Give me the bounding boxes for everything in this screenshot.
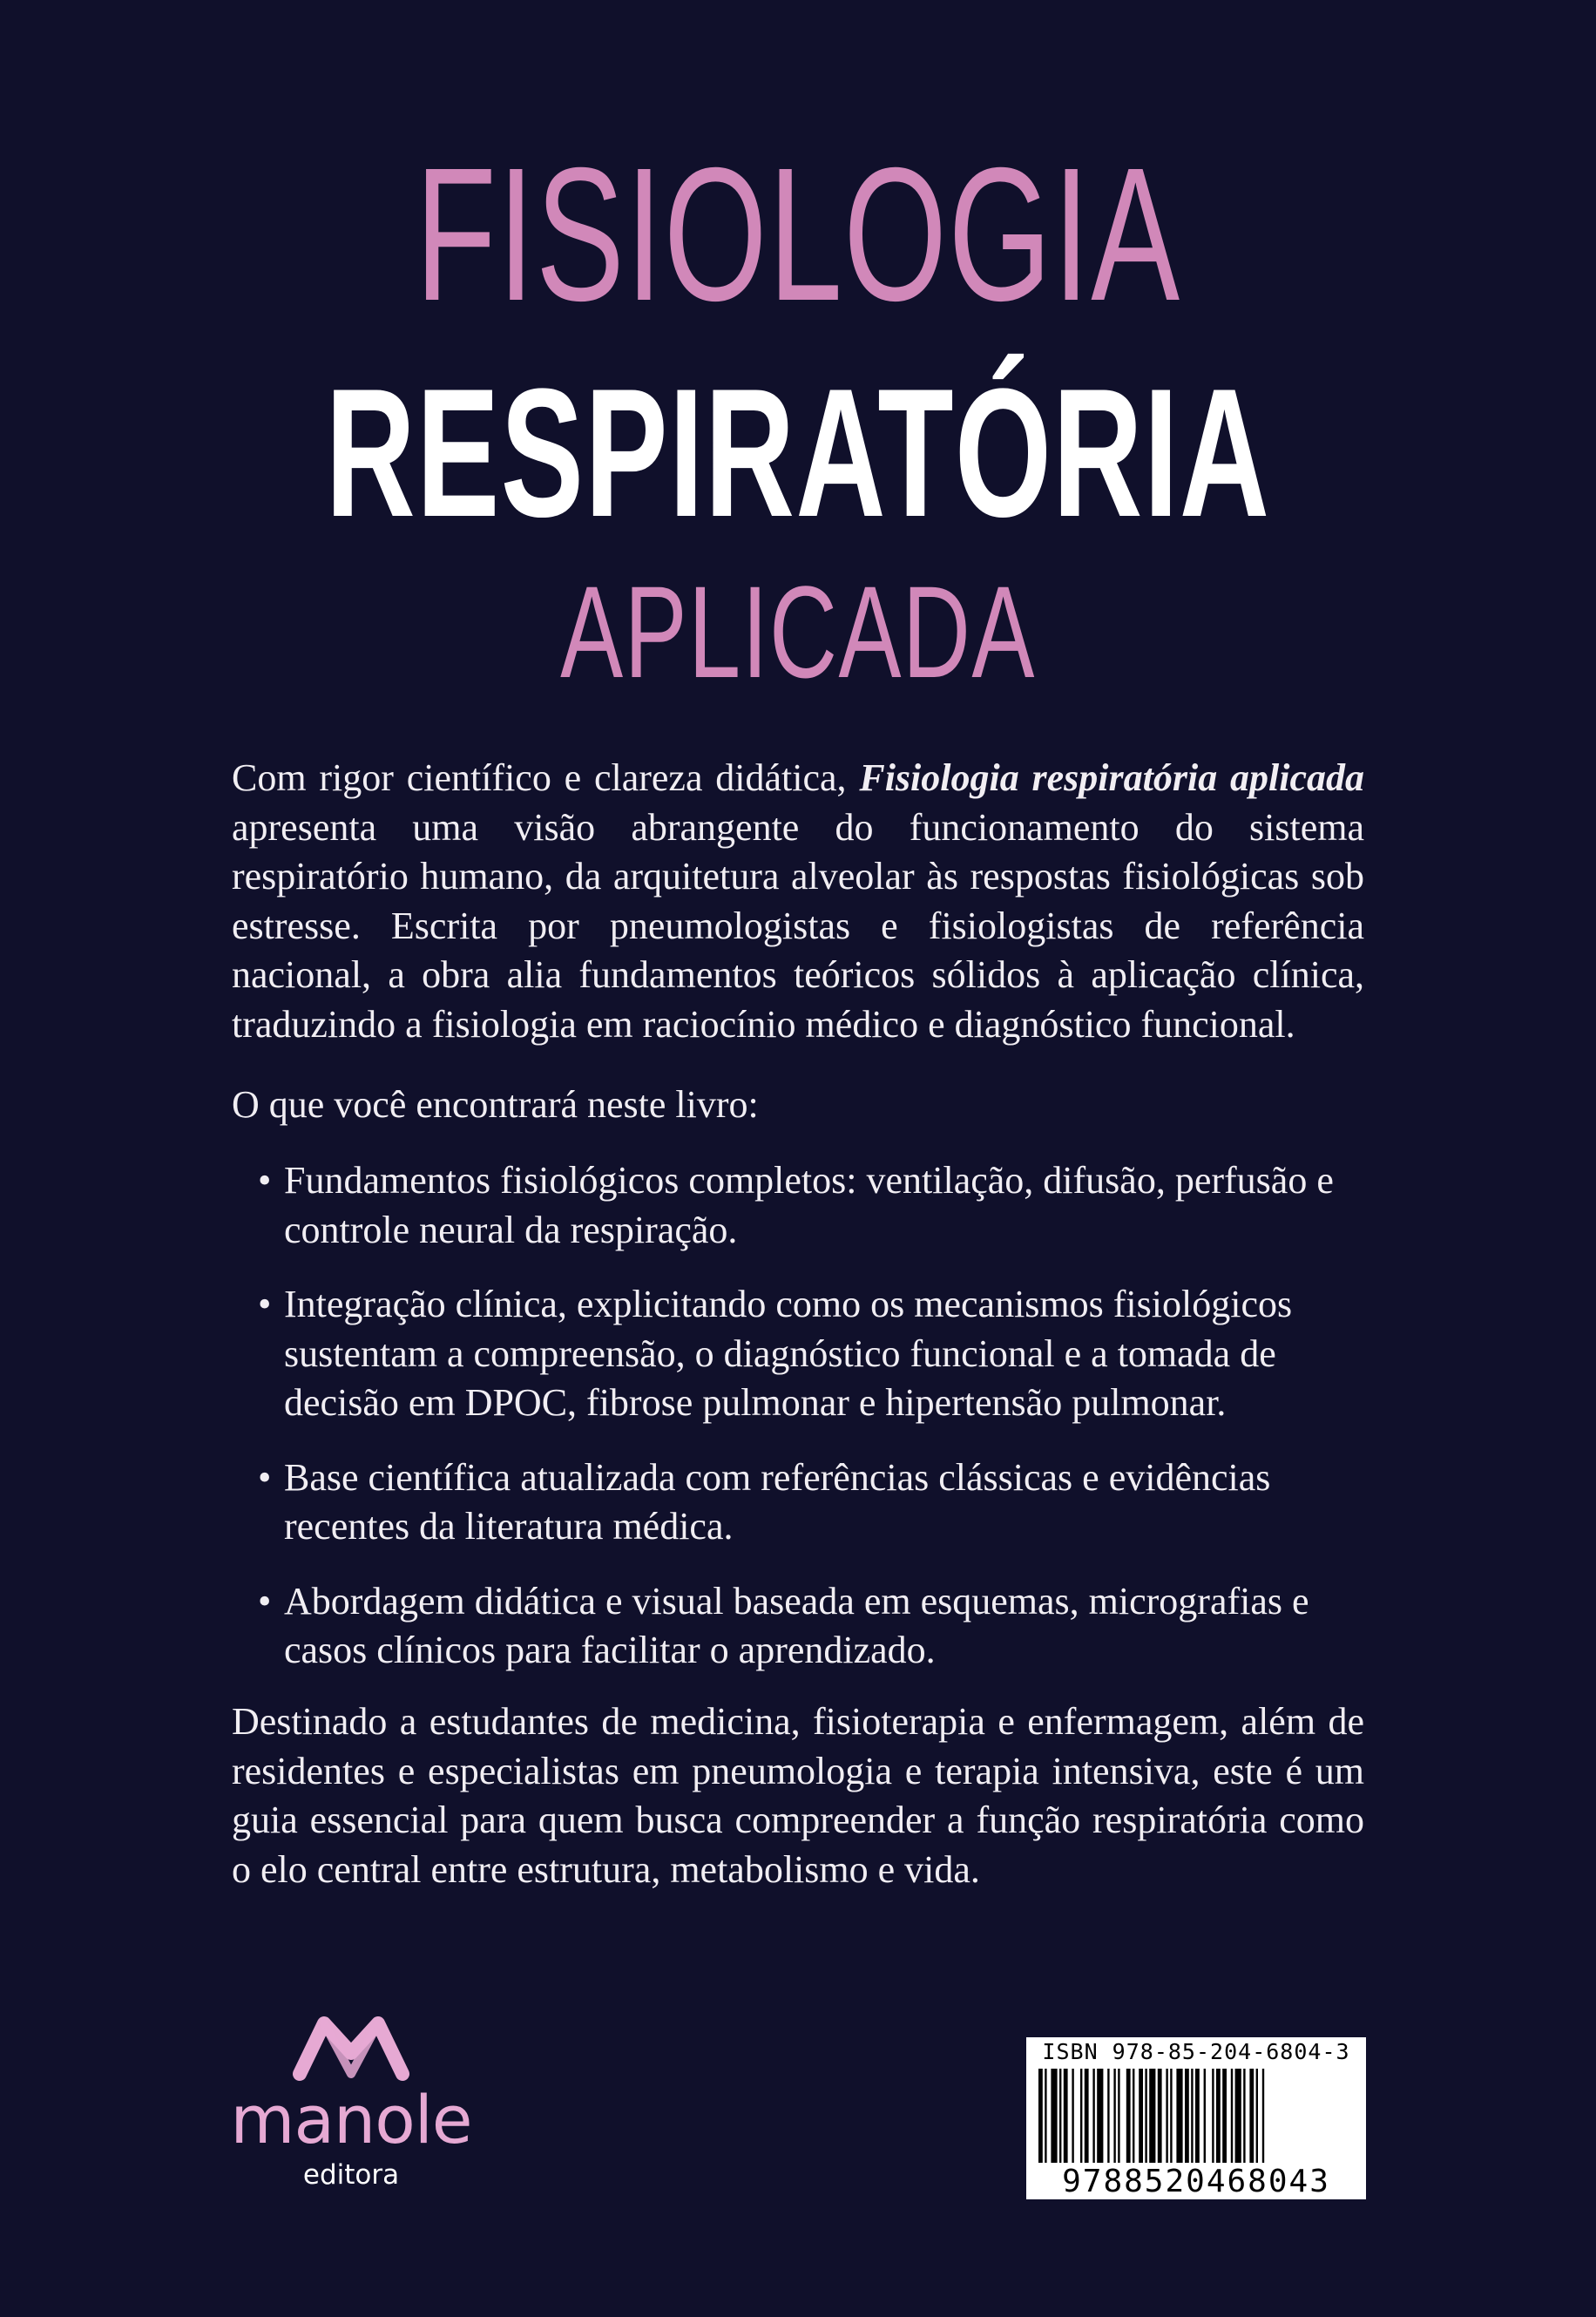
barcode-bar <box>1158 2069 1162 2163</box>
barcode-bar <box>1139 2069 1143 2163</box>
feature-item <box>258 1453 1364 1552</box>
barcode-bar <box>1170 2069 1172 2163</box>
book-title-emphasis: Fisiologia respiratória aplicada <box>859 756 1364 799</box>
feature-text: Abordagem didática e visual baseada em esquemas, micrografias e casos clínicos para facilitar o aprendizado. <box>284 1579 1309 1671</box>
feature-item <box>258 1577 1364 1676</box>
feature-item <box>258 1280 1364 1428</box>
barcode-bar <box>1118 2069 1119 2163</box>
barcode-bar <box>1262 2069 1264 2163</box>
barcode-number: 9788520468043 <box>1062 2164 1330 2199</box>
barcode-bar <box>1212 2069 1214 2163</box>
intro-text-rest: apresenta uma visão abrangente do funcionamento do sistema respiratório humano, da arquitetura alveolar às respostas fisiológicas sob estresse. Escrita por pneumologistas e fisiologistas de referência nacional, a obra alia fundamentos teóricos sólidos à aplicação clínica, traduzindo a fisiologia em raciocínio médico e diagnóstico funcional. <box>232 805 1364 1046</box>
feature-list <box>258 1156 1364 1701</box>
barcode-bar <box>1204 2069 1206 2163</box>
publisher-logo <box>228 2013 474 2205</box>
manole-m-logo-icon <box>289 2013 413 2083</box>
feature-text: Base científica atualizada com referências clássicas e evidências recentes da literatura médica. <box>284 1455 1271 1548</box>
title-line-aplicada: APLICADA <box>560 559 1036 705</box>
barcode-bar <box>1176 2069 1182 2163</box>
barcode-bar <box>1195 2069 1200 2163</box>
publisher-name: manole <box>230 2081 472 2158</box>
bullets-heading: O que você encontrará neste livro: <box>232 1083 759 1126</box>
barcode-bar <box>1059 2069 1061 2163</box>
feature-text: Integração clínica, explicitando como os mecanismos fisiológicos sustentam a compreensão, o diagnóstico funcional e a tomada de decisão em DPOC, fibrose pulmonar e hipertensão pulmonar. <box>284 1283 1293 1424</box>
bullet-icon: • <box>258 1283 272 1325</box>
barcode-bar <box>1051 2069 1057 2163</box>
bullet-icon: • <box>258 1159 272 1202</box>
barcode-bar <box>1038 2069 1043 2163</box>
barcode-bar <box>1145 2069 1146 2163</box>
barcode-bar <box>1149 2069 1155 2163</box>
barcode-bar <box>1235 2069 1241 2163</box>
barcode-bar <box>1097 2069 1103 2163</box>
bullet-icon: • <box>258 1579 272 1623</box>
barcode-bar <box>1166 2069 1167 2163</box>
intro-text-start: Com rigor científico e clareza didática, <box>232 756 860 799</box>
barcode-bar <box>1256 2069 1258 2163</box>
feature-text: Fundamentos fisiológicos completos: ventilação, difusão, perfusão e controle neural da respiração. <box>284 1159 1334 1251</box>
barcode-bar <box>1185 2069 1189 2163</box>
closing-paragraph: Destinado a estudantes de medicina, fisioterapia e enfermagem, além de residentes e especialistas em pneumologia e terapia intensiva, este é um guia essencial para quem busca compreender a função respiratória como o elo central entre estrutura, metabolismo e vida. <box>232 1700 1364 1891</box>
barcode-bar <box>1072 2069 1073 2163</box>
barcode-bar <box>1222 2069 1227 2163</box>
title-line-fisiologia: FISIOLOGIA <box>415 129 1181 341</box>
barcode-bar <box>1216 2069 1221 2163</box>
barcode-bar <box>1092 2069 1094 2163</box>
isbn-barcode <box>1026 2037 1366 2199</box>
barcode-bar <box>1133 2069 1134 2163</box>
bullet-icon: • <box>258 1455 272 1499</box>
barcode-bar <box>1045 2069 1046 2163</box>
publisher-subtitle: editora <box>302 2159 400 2191</box>
barcode-bar <box>1231 2069 1233 2163</box>
intro-paragraph <box>232 754 1364 1049</box>
barcode-bar <box>1107 2069 1109 2163</box>
barcode-bar <box>1243 2069 1245 2163</box>
barcode-bar <box>1113 2069 1115 2163</box>
barcode-bar <box>1249 2069 1254 2163</box>
feature-item <box>258 1156 1364 1255</box>
title-line-respiratoria: RESPIRATÓRIA <box>325 350 1271 555</box>
isbn-label: ISBN 978-85-204-6804-3 <box>1042 2039 1350 2064</box>
barcode-bar <box>1080 2069 1082 2163</box>
barcode-bar <box>1126 2069 1131 2163</box>
barcode-bar <box>1191 2069 1193 2163</box>
barcode-bar <box>1064 2069 1068 2163</box>
barcode-bar <box>1085 2069 1089 2163</box>
